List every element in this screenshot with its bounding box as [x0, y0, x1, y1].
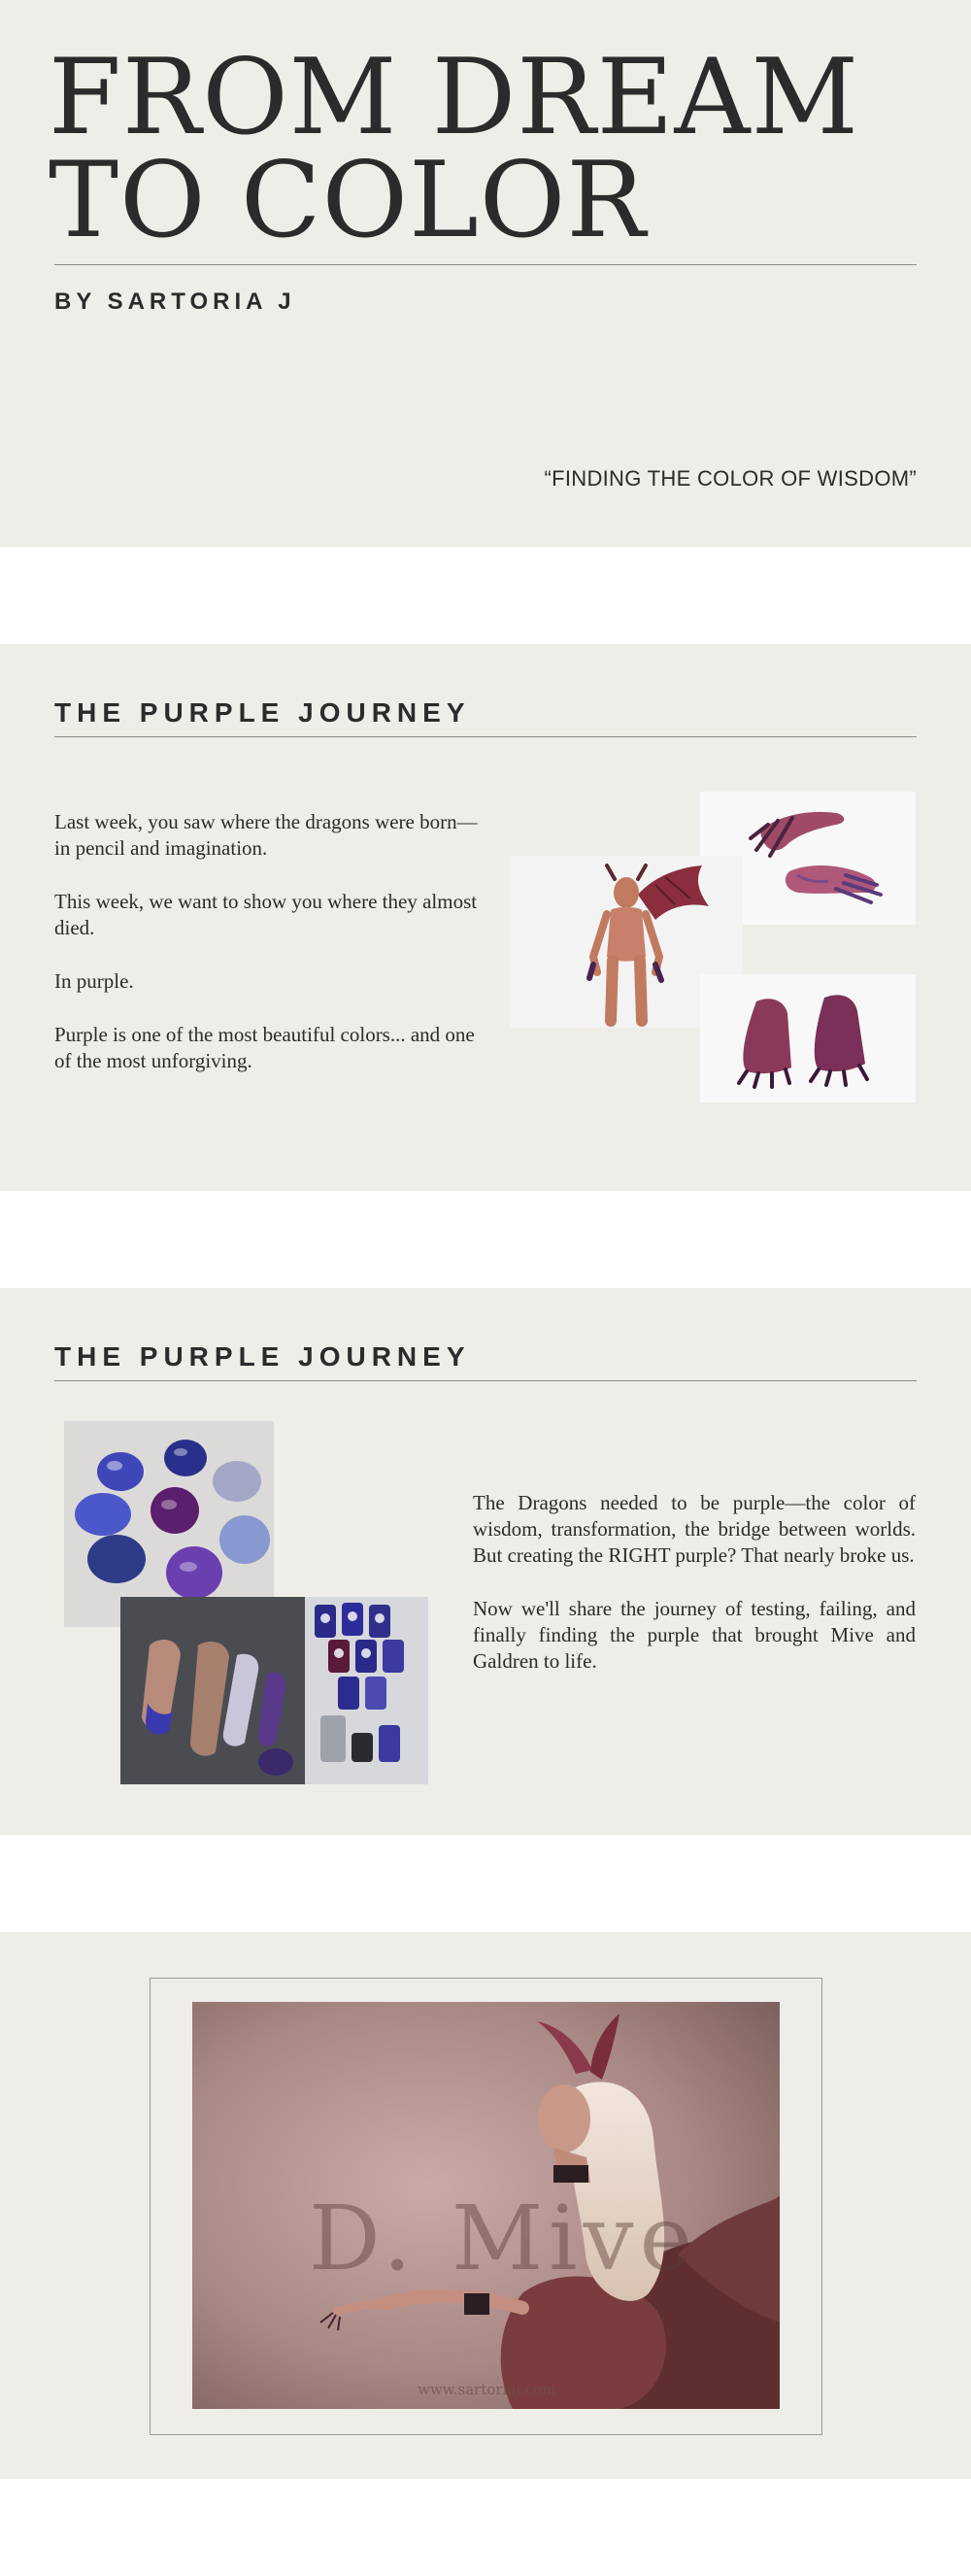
section-spacer — [0, 1835, 971, 1932]
purple-journey-testing-section — [0, 1288, 971, 1835]
section-spacer — [0, 547, 971, 644]
intro-paragraph: This week, we want to show you where they almost died. — [54, 890, 478, 939]
intro-paragraph: Purple is one of the most beautiful colors... and one of the most unforgiving. — [54, 1023, 475, 1072]
hero-title-line-2: TO COLOR — [49, 140, 647, 261]
testing-paragraph: Now we'll share the journey of testing, failing, and finally finding the purple that brought Mive and Galdren to life. — [473, 1597, 916, 1673]
page-footer-space — [0, 2479, 971, 2529]
author-byline: BY SARTORIA J — [54, 288, 296, 315]
watermark-url: www.sartoriaj.com — [418, 2381, 556, 2398]
portrait-section — [0, 1932, 971, 2479]
hero-title-line-1: FROM DREAM — [49, 37, 860, 158]
section-divider — [54, 736, 917, 737]
hero-section — [0, 0, 971, 547]
dragon-feet-image — [700, 974, 916, 1102]
intro-paragraph: In purple. — [54, 969, 134, 993]
watermark-name: D. Mive — [309, 2186, 699, 2290]
testing-text-block — [473, 1490, 916, 1702]
section-spacer — [0, 1191, 971, 1288]
hero-quote: “FINDING THE COLOR OF WISDOM” — [544, 466, 917, 491]
hero-title — [49, 37, 860, 261]
photo-dragon-feet — [700, 974, 916, 1102]
purple-journey-intro-section — [0, 644, 971, 1191]
section-divider — [54, 1380, 917, 1381]
testing-paragraph: The Dragons needed to be purple—the color of wisdom, transformation, the bridge between worlds. But creating the RIGHT purple? That nearly broke us. — [473, 1491, 916, 1567]
hero-divider — [54, 264, 917, 265]
intro-text-block — [54, 809, 482, 1102]
intro-paragraph: Last week, you saw where the dragons were born—in pencil and imagination. — [54, 810, 478, 860]
section-heading: THE PURPLE JOURNEY — [54, 697, 471, 728]
portrait-image — [192, 2002, 780, 2409]
photo-paint-testing — [120, 1597, 428, 1784]
paint-testing-image — [120, 1597, 428, 1784]
section-heading: THE PURPLE JOURNEY — [54, 1341, 471, 1372]
